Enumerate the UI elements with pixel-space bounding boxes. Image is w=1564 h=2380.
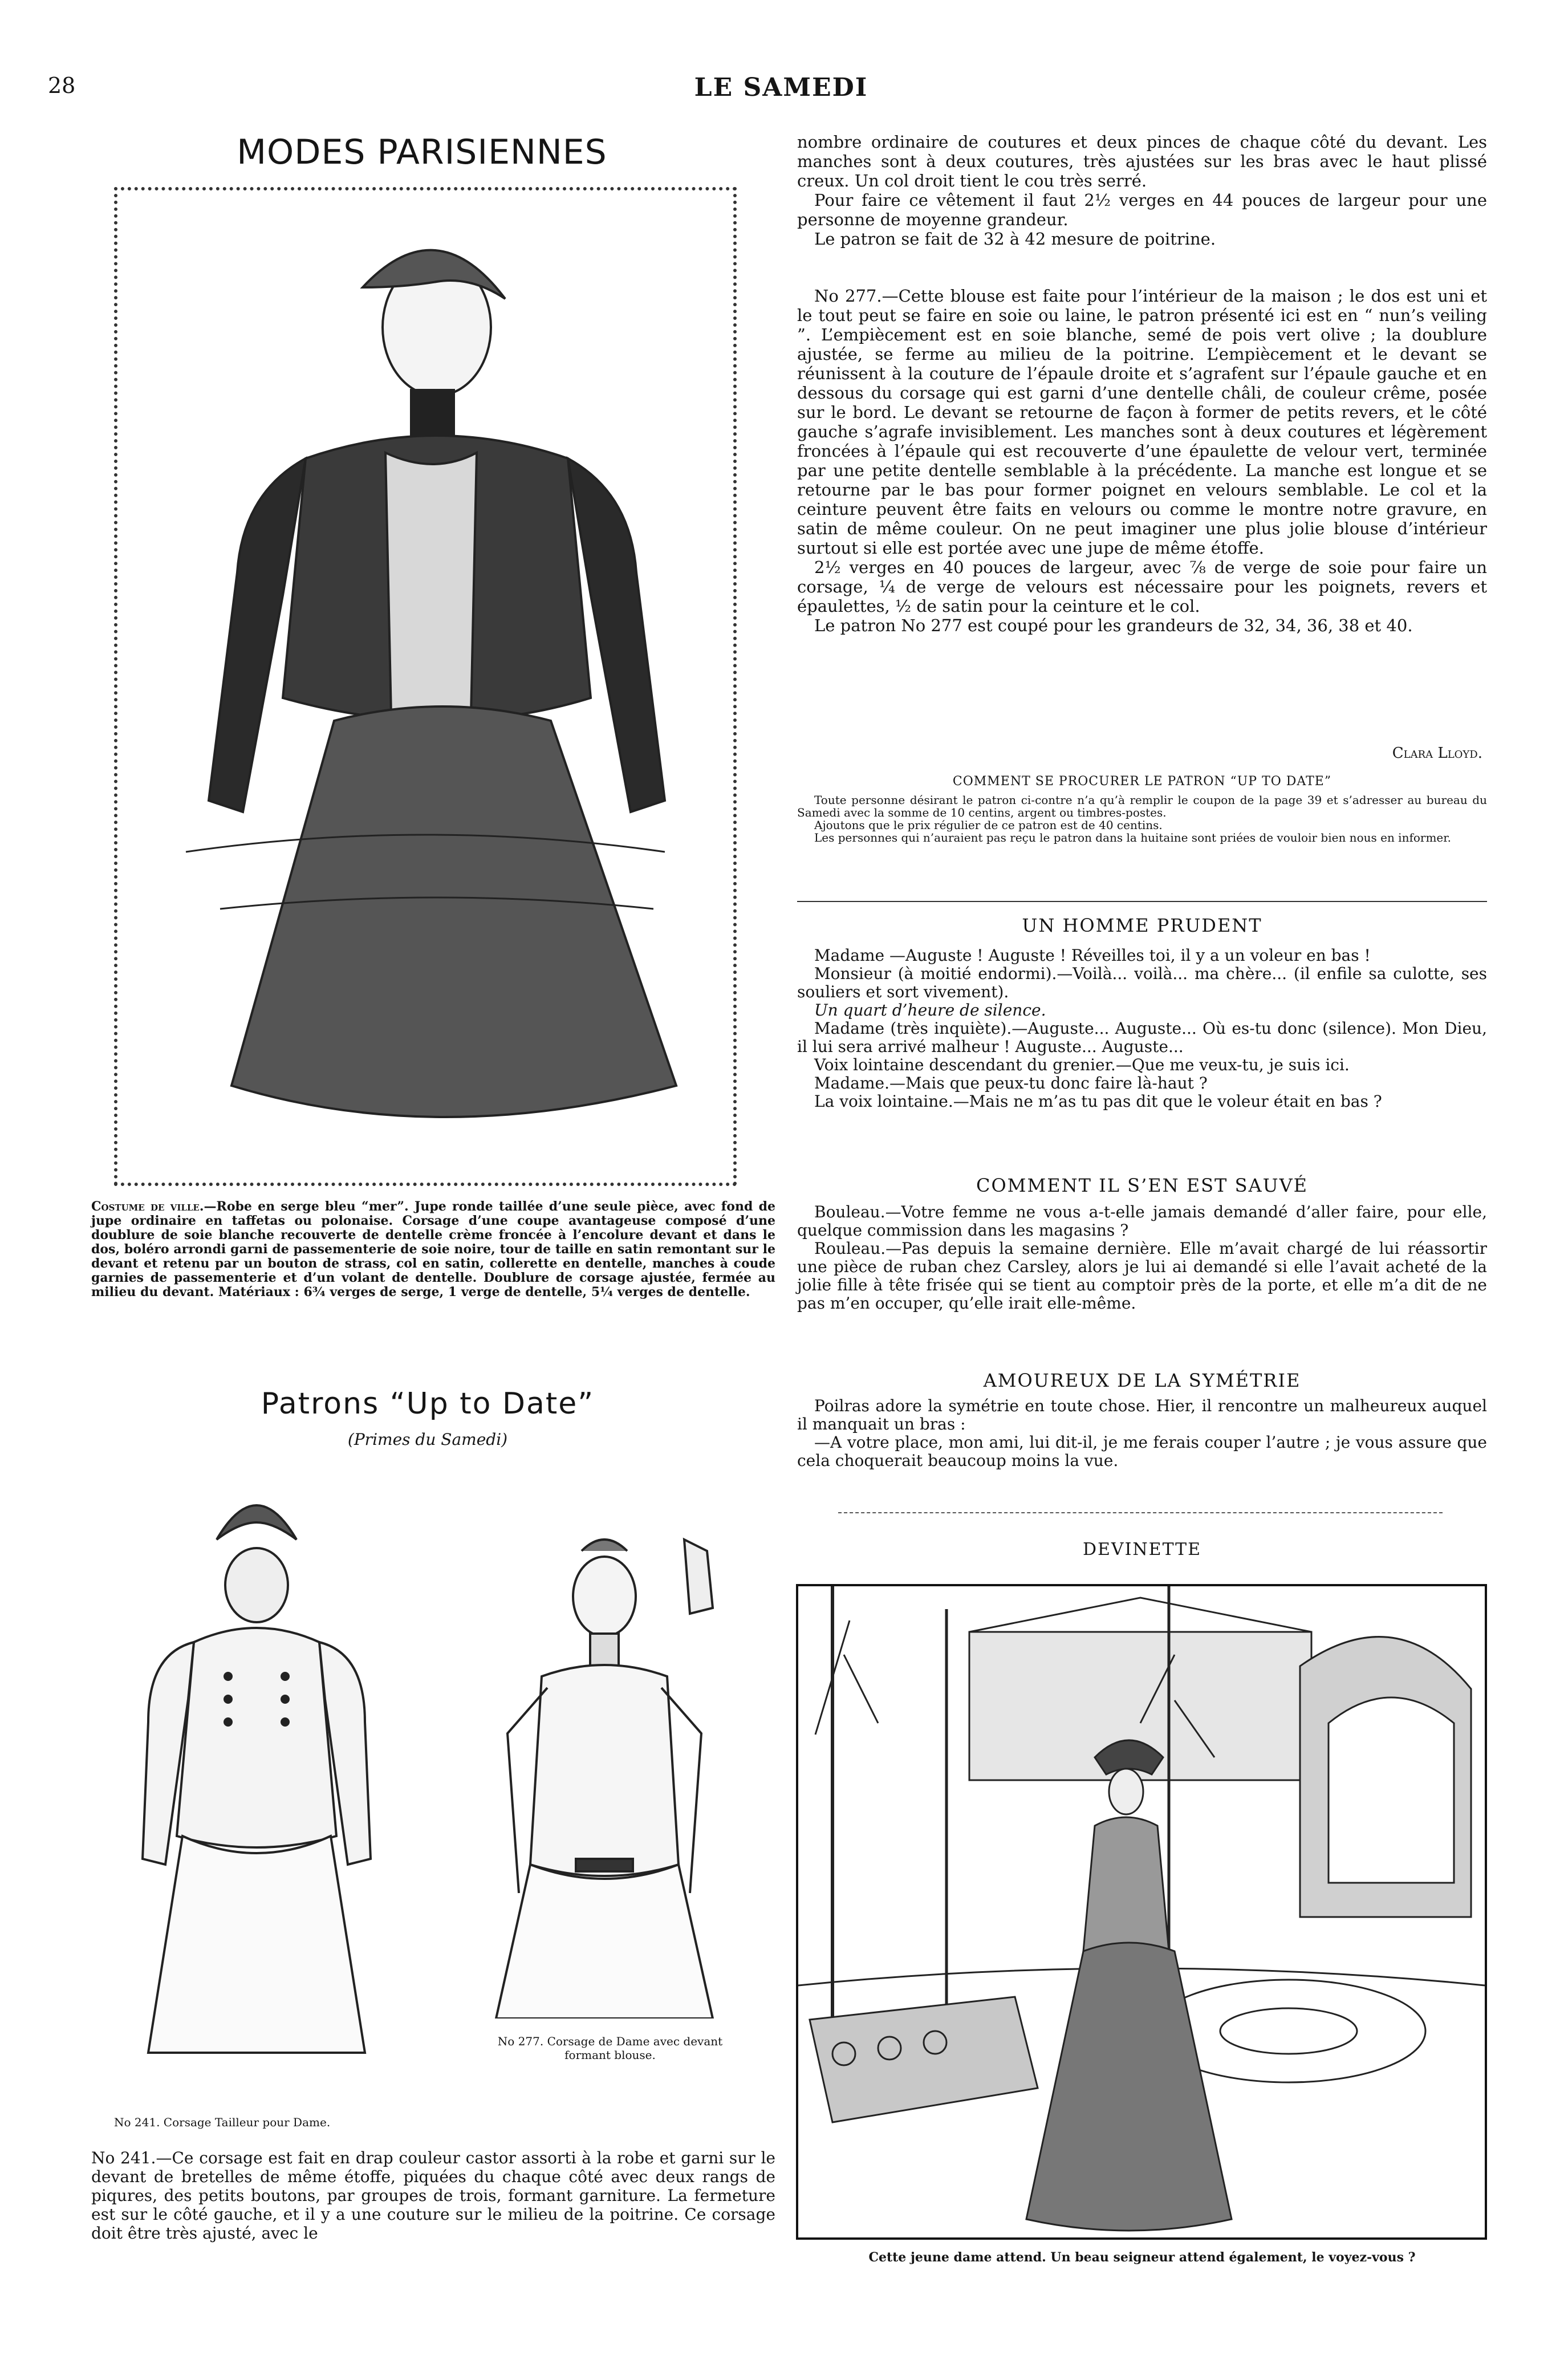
continuation-text	[797, 132, 1487, 249]
symetrie-title: AMOUREUX DE LA SYMÉTRIE	[983, 1370, 1301, 1391]
divider-rule	[797, 901, 1487, 902]
procurer-paragraph: Les personnes qui n’auraient pas reçu le patron dans la huitaine sont priées de vouloir bien nous en informer.	[814, 831, 1451, 844]
sauve-text	[797, 1203, 1487, 1313]
symetrie-line: Poilras adore la symétrie en toute chose. Hier, il rencontre un malheureux auquel il manquait un bras :	[797, 1396, 1487, 1433]
homme-line: Madame (très inquiète).—Auguste... Auguste... Où es-tu donc (silence). Mon Dieu, il lui sera arrivé malheur ! Auguste... Auguste...	[797, 1019, 1487, 1056]
continuation-paragraph: nombre ordinaire de coutures et deux pinces de chaque côté du devant. Les manches sont à deux coutures, très ajustées sur les bras avec le haut plissé creux. Un col droit tient le cou très serré.	[797, 132, 1487, 190]
homme-line: Un quart d’heure de silence.	[814, 1001, 1046, 1020]
pattern-241-illustration	[131, 1471, 382, 2064]
symetrie-line: —A votre place, mon ami, lui dit-il, je me ferais couper l’autre ; je vous assure que cela choquerait beaucoup moins la vue.	[797, 1433, 1487, 1470]
symetrie-text	[797, 1397, 1487, 1470]
signature: Clara Lloyd.	[1392, 745, 1482, 762]
homme-text	[797, 947, 1487, 1111]
homme-title: UN HOMME PRUDENT	[1022, 915, 1262, 936]
pattern-277-illustration	[490, 1517, 730, 2018]
no277-text	[797, 286, 1487, 635]
procurer-paragraph: Toute personne désirant le patron ci-contre n’a qu’à remplir le coupon de la page 39 et s’adresser au bureau du Samedi avec la somme de 10 centins, argent ou timbres-postes.	[797, 793, 1487, 819]
fashion-plate-illustration	[117, 190, 733, 1183]
procurer-title: COMMENT SE PROCURER LE PATRON “UP TO DATE”	[952, 774, 1332, 789]
no241-text: No 241.—Ce corsage est fait en drap couleur castor assorti à la robe et garni sur le devant de bretelles de même étoffe, piquées du chaque côté avec deux rangs de piqures, des petits boutons, par groupes de trois, formant garniture. La fermeture est sur le côté gauche, et il y a une couture sur le milieu de la poitrine. Ce corsage doit être très ajusté, avec le	[91, 2149, 775, 2243]
devinette-illustration	[798, 1586, 1485, 2237]
sauve-line: Bouleau.—Votre femme ne vous a-t-elle jamais demandé d’aller faire, pour elle, quelque commission dans les magasins ?	[797, 1203, 1487, 1240]
sauve-line: Rouleau.—Pas depuis la semaine dernière. Elle m’avait chargé de lui réassortir une pièce de ruban chez Carsley, alors je lui ai demandé si elle l’avait acheté de la jolie fille à tête frisée qui se tient au comptoir près de la porte, et elle m’a dit de ne pas m’en occuper, qu’elle irait elle-même.	[797, 1239, 1487, 1313]
no277-paragraph: No 277.—Cette blouse est faite pour l’intérieur de la maison ; le dos est uni et le tout peut se faire en soie ou laine, le patron présenté ici est en “ nun’s veiling ”. L’empiècement est en soie blanche, semé de pois vert olive ; la doublure ajustée, se ferme au milieu de la poitrine. L’empiècement et le devant se réunissent à la couture de l’épaule droite et s’agrafent sur l’épaule gauche et en dessous du corsage qui est garni d’une dentelle châli, de couleur crême, posée sur le bord. Le devant se retourne de façon à former de petits revers, et le côté gauche s’agrafe invisiblement. Les manches sont à deux coutures et légèrement froncées à l’épaule qui est recouverte d’une épaulette de velour vert, terminée par une petite dentelle semblable à la précédente. La manche est longue et se retourne par le bas pour former poignet en velours semblable. Le col et la ceinture peuvent être faits en velours ou comme le montre notre gravure, en satin de même couleur. On ne peut imaginer une plus jolie blouse d’intérieur surtout si elle est portée avec une jupe de même étoffe.	[797, 286, 1487, 558]
devinette-title: DEVINETTE	[1082, 1540, 1202, 1559]
procurer-paragraph: Ajoutons que le prix régulier de ce patron est de 40 centins.	[814, 818, 1163, 832]
no277-paragraph: Le patron No 277 est coupé pour les grandeurs de 32, 34, 36, 38 et 40.	[814, 616, 1413, 635]
homme-line: Monsieur (à moitié endormi).—Voilà... voilà... ma chère... (il enfile sa culotte, ses souliers et sort vivement).	[797, 964, 1487, 1001]
procurer-text	[797, 794, 1487, 844]
divider-rule-2	[838, 1512, 1443, 1513]
fig-241-caption: No 241. Corsage Tailleur pour Dame.	[114, 2115, 331, 2129]
page-number: 28	[48, 73, 76, 98]
costume-caption-text: —Robe en serge bleu “mer”. Jupe ronde taillée d’une seule pièce, avec fond de jupe ordinaire en taffetas ou polonaise. Corsage d’une coupe avantageuse composé d’une doublure de soie blanche recouverte de dentelle crème froncée à l’encolure devant et dans le dos, boléro arrondi garni de passementerie de soie noire, tour de taille en satin remontant sur le devant et retenu par un bouton de strass, col en satin, collerette en dentelle, manches à coude garnies de passementerie et d’un volant de dentelle. Doublure de corsage ajustée, fermée au milieu du devant. Matériaux : 6¾ verges de serge, 1 verge de dentelle, 5¼ verges de dentelle.	[91, 1199, 775, 1299]
homme-line: La voix lointaine.—Mais ne m’as tu pas dit que le voleur était en bas ?	[814, 1092, 1382, 1111]
sauve-title: COMMENT IL S’EN EST SAUVÉ	[976, 1175, 1309, 1196]
journal-title: LE SAMEDI	[694, 73, 868, 102]
devinette-illustration-frame	[796, 1584, 1487, 2240]
homme-line: Madame —Auguste ! Auguste ! Réveilles toi, il y a un voleur en bas !	[814, 946, 1371, 965]
modes-title: MODES PARISIENNES	[237, 132, 607, 172]
patrons-title: Patrons “Up to Date”	[261, 1387, 595, 1421]
patrons-subtitle: (Primes du Samedi)	[347, 1430, 508, 1449]
homme-line: Madame.—Mais que peux-tu donc faire là-haut ?	[814, 1074, 1208, 1092]
fashion-plate-figure	[186, 250, 676, 1117]
fig-277-caption: No 277. Corsage de Dame avec devant formant blouse.	[497, 2034, 723, 2062]
continuation-paragraph: Le patron se fait de 32 à 42 mesure de poitrine.	[814, 229, 1216, 249]
continuation-paragraph: Pour faire ce vêtement il faut 2½ verges en 44 pouces de largeur pour une personne de moyenne grandeur.	[797, 190, 1487, 229]
no277-paragraph: 2½ verges en 40 pouces de largeur, avec ⅞ de verge de soie pour faire un corsage, ¼ de verge de velours est nécessaire pour les poignets, revers et épaulettes, ½ de satin pour la ceinture et le col.	[797, 558, 1487, 616]
costume-caption	[91, 1200, 775, 1299]
costume-caption-lead: Costume de ville.	[91, 1199, 204, 1214]
fashion-plate-frame	[114, 187, 737, 1186]
devinette-caption: Cette jeune dame attend. Un beau seigneur attend également, le voyez-vous ?	[868, 2250, 1416, 2265]
homme-line: Voix lointaine descendant du grenier.—Que me veux-tu, je suis ici.	[814, 1055, 1350, 1074]
